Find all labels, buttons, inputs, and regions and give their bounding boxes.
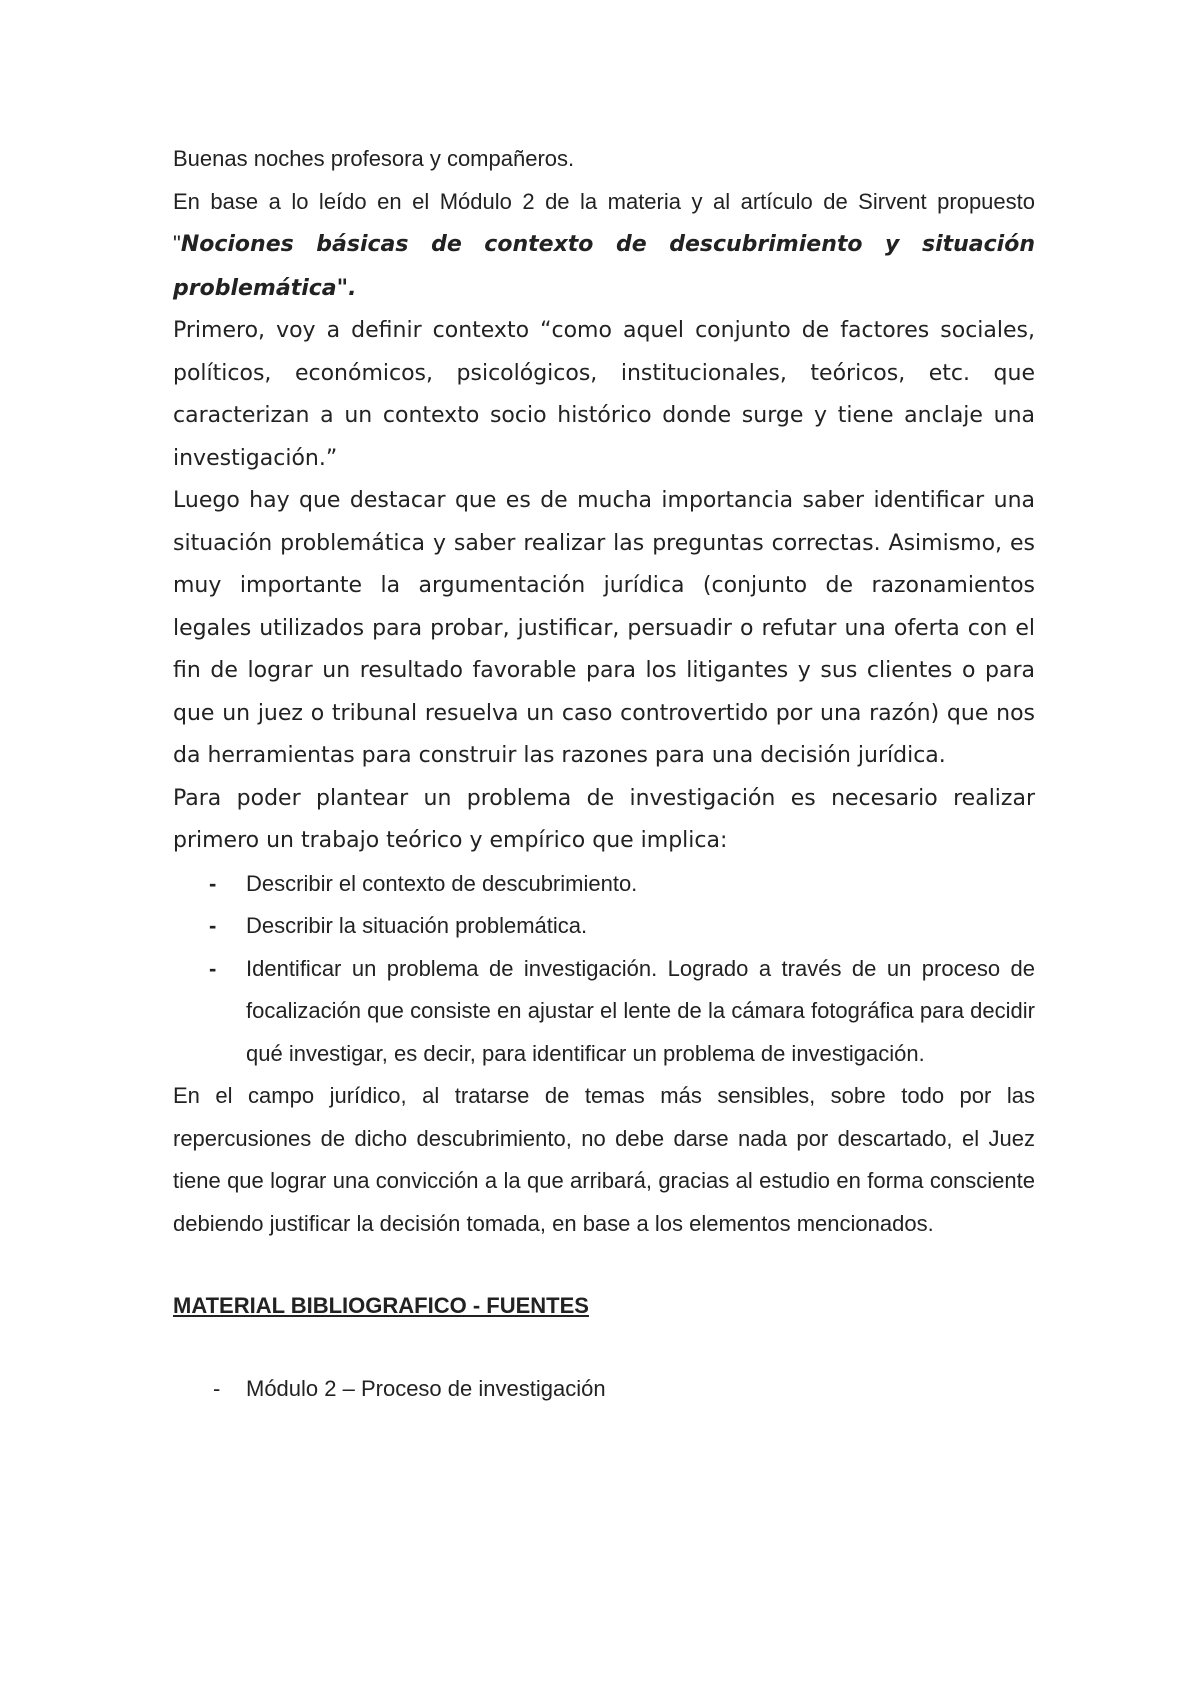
bibliography-heading: MATERIAL BIBLIOGRAFICO - FUENTES <box>173 1293 589 1318</box>
bullet-dash: - <box>209 913 217 938</box>
problem-paragraph: Para poder plantear un problema de investigación es necesario realizar primero un trabajo teórico y empírico que implica: <box>173 785 1035 853</box>
document-page <box>173 138 1035 1410</box>
article-title: Nociones básicas de contexto de descubrimiento y situación problemática". <box>173 232 1035 301</box>
importance-paragraph: Luego hay que destacar que es de mucha importancia saber identificar una situación problemática y saber realizar las preguntas correctas. Asimismo, es muy importante la argumentación jurídica (conjunto de razonamientos legales utilizados para probar, justificar, persuadir o refutar una oferta con el fin de lograr un resultado favorable para los litigantes y sus clientes o para que un juez o tribunal resuelva un caso controvertido por una razón) que nos da herramientas para construir las razones para una decisión jurídica. <box>173 488 1035 768</box>
list-item-text: Describir el contexto de descubrimiento. <box>246 870 638 896</box>
steps-list <box>173 863 1035 1076</box>
intro-paragraph <box>173 181 1035 311</box>
list-item-text: Identificar un problema de investigación. Logrado a través de un proceso de focalización que consiste en ajustar el lente de la cámara fotográfica para decidir qué investigar, es decir, para identificar un problema de investigación. <box>246 955 1035 1066</box>
bullet-dash: - <box>213 1375 221 1401</box>
legal-field-paragraph: En el campo jurídico, al tratarse de temas más sensibles, sobre todo por las repercusiones de dicho descubrimiento, no debe darse nada por descartado, el Juez tiene que lograr una convicción a la que arribará, gracias al estudio en forma consciente debiendo justificar la decisión tomada, en base a los elementos mencionados. <box>173 1083 1035 1236</box>
bullet-dash: - <box>209 955 217 981</box>
list-item-text: Describir la situación problemática. <box>246 913 588 938</box>
context-paragraph: Primero, voy a definir contexto “como aquel conjunto de factores sociales, políticos, económicos, psicológicos, institucionales, teóricos, etc. que caracterizan a un contexto socio histórico donde surge y tiene anclaje una investigación.” <box>173 318 1035 471</box>
bibliography-item-text: Módulo 2 – Proceso de investigación <box>246 1375 606 1401</box>
bullet-dash: - <box>209 870 217 896</box>
greeting: Buenas noches profesora y compañeros. <box>173 146 575 171</box>
bibliography-item <box>173 1368 1035 1411</box>
list-item <box>173 905 1035 948</box>
list-item <box>173 863 1035 906</box>
list-item <box>173 948 1035 1076</box>
intro-text: En base a lo leído en el Módulo 2 de la materia y al artículo de Sirvent propuesto " <box>173 188 1035 256</box>
